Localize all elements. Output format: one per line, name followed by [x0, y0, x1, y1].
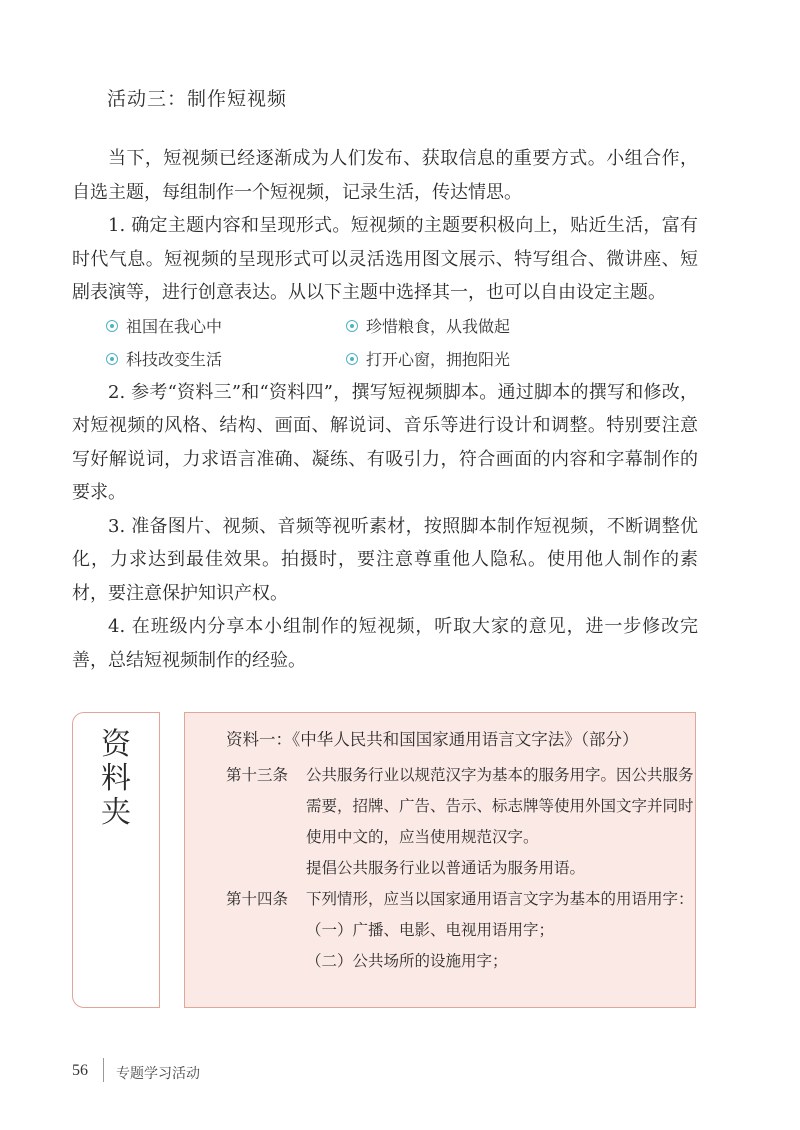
- reference-title: 资料一：《中华人民共和国国家通用语言文字法》（部分）: [226, 730, 639, 749]
- label-char: 料: [101, 761, 131, 796]
- step-1-paragraph: 1. 确定主题内容和呈现形式。短视频的主题要积极向上，贴近生活，富有时代气息。短视频的呈现形式可以灵活选用图文展示、特写组合、微讲座、短剧表演等，进行创意表达。从以下主题中选择其一，也可以自由设定主题。: [72, 215, 698, 303]
- step-2-paragraph: 2. 参考“资料三”和“资料四”，撰写短视频脚本。通过脚本的撰写和修改，对短视频的风格、结构、画面、解说词、音乐等进行设计和调整。特别要注意写好解说词，力求语言准确、凝练、有吸引力，符合画面的内容和字幕制作的要求。: [72, 381, 698, 503]
- material-folder-label: [96, 728, 136, 830]
- article-body: [306, 760, 694, 884]
- label-char: 夹: [101, 795, 131, 830]
- topic-label: 祖国在我心中: [126, 316, 223, 336]
- article-number: 第十三条: [226, 766, 289, 784]
- bullet-icon: [106, 320, 118, 332]
- main-text: [72, 142, 698, 677]
- intro-paragraph: 当下，短视频已经逐渐成为人们发布、获取信息的重要方式。小组合作，自选主题，每组制作一个短视频，记录生活，传达情思。: [72, 148, 698, 203]
- article-number: 第十四条: [226, 890, 289, 908]
- topic-item: [346, 343, 646, 376]
- label-char: 资: [101, 727, 131, 762]
- article-item: （一）广播、电影、电视用语用字；: [306, 921, 555, 939]
- topic-label: 打开心窗，拥抱阳光: [366, 349, 511, 369]
- topic-item: [106, 343, 346, 376]
- section-label: 专题学习活动: [116, 1066, 200, 1082]
- topic-item: [106, 310, 346, 343]
- topic-item: [346, 310, 646, 343]
- topic-label: 科技改变生活: [126, 349, 223, 369]
- step-3-paragraph: 3. 准备图片、视频、音频等视听素材，按照脚本制作短视频，不断调整优化，力求达到最佳效果。拍摄时，要注意尊重他人隐私。使用他人制作的素材，要注意保护知识产权。: [72, 515, 698, 604]
- article-text: 下列情形，应当以国家通用语言文字为基本的用语用字：: [306, 890, 694, 908]
- article-text: 公共服务行业以规范汉字为基本的服务用字。因公共服务需要，招牌、广告、告示、标志牌等使用外国文字并同时使用中文的，应当使用规范汉字。: [306, 766, 694, 846]
- bullet-icon: [106, 353, 118, 365]
- page-number: 56: [72, 1062, 88, 1079]
- article-body: [306, 884, 694, 977]
- activity-heading: 活动三：制作短视频: [107, 88, 288, 110]
- footer-divider: [103, 1058, 104, 1082]
- article-text: 提倡公共服务行业以普通话为服务用语。: [306, 859, 586, 877]
- topic-label: 珍惜粮食，从我做起: [366, 316, 511, 336]
- topic-list: [72, 310, 698, 376]
- step-4-paragraph: 4. 在班级内分享本小组制作的短视频，听取大家的意见，进一步修改完善，总结短视频制作的经验。: [72, 616, 698, 671]
- article-item: （二）公共场所的设施用字；: [306, 952, 508, 970]
- bullet-icon: [346, 353, 358, 365]
- bullet-icon: [346, 320, 358, 332]
